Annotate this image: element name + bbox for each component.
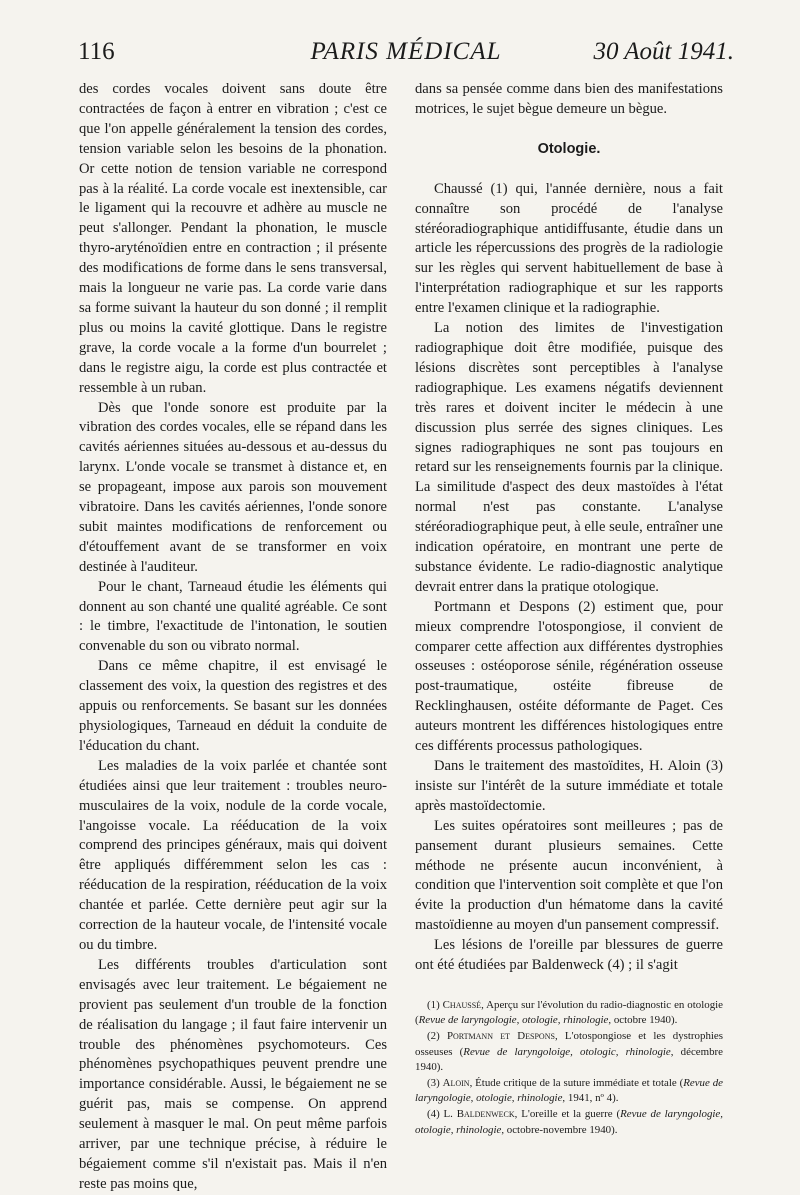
footnote-author: Aloin [442, 1076, 470, 1089]
footnote-tail: , octobre 1940). [608, 1014, 678, 1027]
footnote-text: , Aperçu sur l'évolution du radio-diagnostic en otologie ( [415, 998, 723, 1027]
footnote-journal: Revue de laryngologie, otologie, rhinologie [415, 1108, 723, 1136]
footnote-text: , Étude critique de la suture immédiate et totale ( [469, 1076, 684, 1089]
footnote-number: (2) [427, 1030, 440, 1043]
left-column [79, 80, 387, 1195]
footnote-text: , L'otospongiose et les dystrophies osseuses ( [415, 1030, 723, 1058]
page-number: 116 [78, 38, 115, 65]
paragraph: Dans ce même chapitre, il est envisagé le classement des voix, la question des registres et des appuis ou renforcements. Se basant sur les données physiologiques, Tarneaud en déduit la conduite de l'éducation du chant. [79, 658, 387, 754]
footnote-journal: Revue de laryngoloige, otologic, rhinologie [463, 1045, 671, 1058]
paragraph: La notion des limites de l'investigation radiographique doit être modifiée, puisque des lésions discrètes sont perceptibles à l'analyse radiographique. Les examens négatifs deviennent très rares et doivent inciter le médecin à une discussion plus serrée des signes cliniques. Les signes radiographiques ne sont pas toujours en retard sur les renseignements fournis par la clinique. La similitude d'aspect des deux mastoïdes à l'état normal n'est pas constante. L'analyse stéréoradiographique peut, à elle seule, entraîner une indication opératoire, en montrant une perte de substance évidente. Le radio-diagnostic analytique devrait entrer dans la pratique otologique. [415, 320, 723, 595]
footnote-number: (1) [427, 998, 440, 1011]
footnote [415, 1076, 723, 1106]
footnote-text: , L'oreille et la guerre ( [514, 1108, 621, 1121]
paragraph: Dans le traitement des mastoïdites, H. Aloin (3) insiste sur l'intérêt de la suture immédiate et totale après mastoïdectomie. [415, 758, 723, 814]
footnote [415, 1029, 723, 1075]
paragraph: Dès que l'onde sonore est produite par la vibration des cordes vocales, elle se répand dans les cavités aériennes situées au-dessous et au-dessus du larynx. L'onde vocale se transmet à distance et, en se propageant, impose aux parois son mouvement vibratoire. Dans les cavités aériennes, l'onde sonore subit maintes modifications de renforcement ou d'étouffement avant de se transformer en voix destinée à l'auditeur. [79, 399, 387, 575]
journal-title: PARIS MÉDICAL [310, 38, 502, 65]
paragraph: dans sa pensée comme dans bien des manifestations motrices, le sujet bègue demeure un bègue. [415, 81, 723, 117]
footnote-tail: , décembre 1940). [415, 1045, 723, 1073]
footnotes [415, 998, 723, 1138]
paragraph: Les lésions de l'oreille par blessures de guerre ont été étudiées par Baldenweck (4) ; il s'agit [415, 937, 723, 974]
footnote-number: (4) [427, 1108, 440, 1121]
footnote-number: (3) [427, 1076, 440, 1089]
footnote-tail: , octobre-novembre 1940). [501, 1123, 618, 1136]
paragraph: Les suites opératoires sont meilleures ; pas de pansement durant plusieurs semaines. Cette méthode ne présente aucun inconvénient, à condition que l'intervention soit complète et que l'on évite la production d'un hématome dans la cavité mastoïdienne au moyen d'un pansement compressif. [415, 817, 723, 934]
page-header [78, 38, 734, 70]
section-heading: Otologie. [537, 140, 601, 157]
paragraph: Portmann et Despons (2) estiment que, pour mieux comprendre l'otospongiose, il convient de comparer cette affection aux différentes dystrophies osseuses : ostéoporose sénile, régénération osseuse post-traumatique, ostéite fibreuse de Recklinghausen, ostéite déformante de Paget. Ces auteurs montrent les différences histologiques entre ces différents processus pathologiques. [415, 598, 723, 755]
paragraph: Chaussé (1) qui, l'année dernière, nous a fait connaître son procédé de l'analyse stéréoradiographique antidiffusante, étudie dans un article les répercussions des progrès de la radiologie sur les règles qui servent habituellement de base à l'interprétation radiographique et sur les rapports entre l'examen clinique et la radiographie. [415, 180, 723, 317]
footnote [415, 1107, 723, 1137]
issue-date: 30 Août 1941. [593, 38, 734, 65]
paragraph: des cordes vocales doivent sans doute être contractées de façon à entrer en vibration ; c'est ce que l'on appelle généralement la tension des cordes, tension variable selon les besoins de la phonation. Or cette notion de tension variable ne correspond pas à la réalité. La corde vocale est inextensible, car le ligament qui la recouvre et adhère au muscle ne peut s'allonger. Pendant la phonation, le muscle thyro-aryténoïdien entre en contraction ; il présente des modifications de forme dans le sens transversal, mais la longueur ne varie pas. La corde varie dans sa forme suivant la hauteur du son donné ; il remplit plus ou moins la cavité glottique. Dans le registre grave, la corde vocale a la forme d'un bourrelet ; dans le registre aigu, la corde est plus contractée et ressemble à un ruban. [79, 81, 387, 396]
footnote-journal: Revue de laryngologie, otologie, rhinologie [415, 1076, 723, 1105]
footnote-journal: Revue de laryngologie, otologie, rhinologie [418, 1014, 609, 1027]
footnote-author: Portmann et Despons [446, 1030, 555, 1043]
paragraph: Pour le chant, Tarneaud étudie les éléments qui donnent au son chanté une qualité agréable. Ce sont : le timbre, l'exactitude de l'intonation, le soutien convenable du son ou vibrato normal. [79, 578, 387, 655]
footnote-author: Chaussé [442, 998, 482, 1011]
footnote [415, 998, 723, 1028]
right-column [415, 80, 723, 1139]
footnote-author: L. Baldenweck [443, 1108, 515, 1121]
footnote-tail: , 1941, nº 4). [562, 1092, 619, 1105]
paragraph: Les maladies de la voix parlée et chantée sont étudiées ainsi que leur traitement : troubles neuro-musculaires de la voix, nodule de la corde vocale, l'angoisse vocale. La rééducation de la voix comprend des principes généraux, mais qui doivent être appliqués différemment selon les cas : rééducation de la respiration, rééducation de la voix chantée et parlée. Cette dernière peut agir sur la correction de la hauteur vocale, de l'intensité vocale ou du timbre. [79, 757, 387, 953]
paragraph: Les différents troubles d'articulation sont envisagés avec leur traitement. Le bégaiement ne provient pas seulement d'un trouble de la fonction de réalisation du langage ; il faut faire intervenir un trouble des phénomènes psychomoteurs. Ces phénomènes psychopathiques peuvent prendre une importance considérable. Aussi, le bégaiement ne se guérit pas, mais se compense. On apprend seulement à masquer le mal. On peut même parfois arriver, par une technique précise, à réduire le bégaiement comme s'il n'existait pas. Mais il n'en reste pas moins que, [79, 956, 387, 1192]
